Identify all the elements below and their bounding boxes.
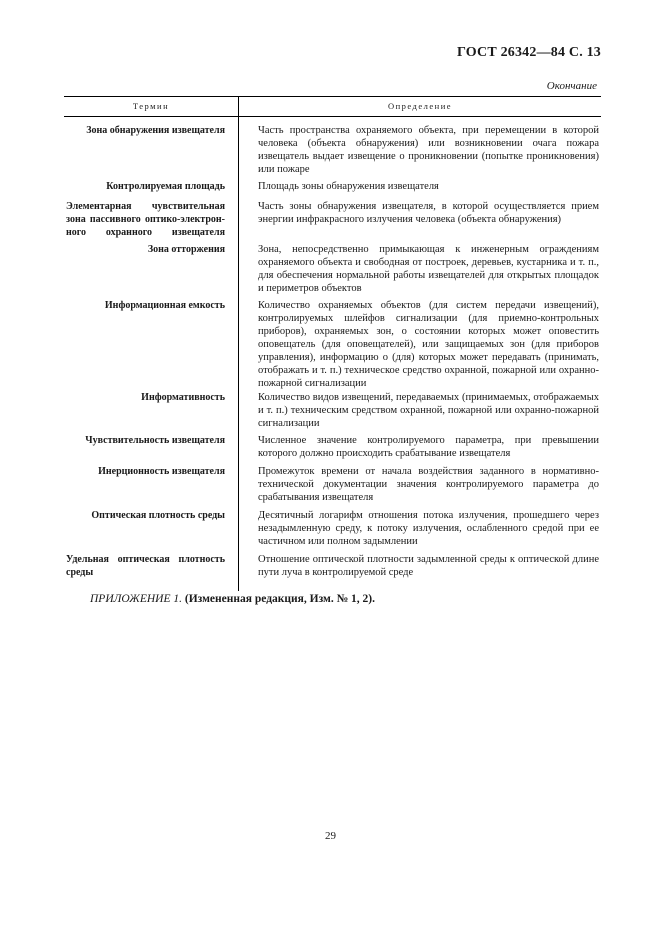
term-cell: Чувствительность извещателя (85, 435, 225, 446)
table-row (64, 391, 601, 430)
definition-cell: Численное значение контролируемого параметра, при превышении которого должно происходить срабатывание извещателя (258, 435, 599, 459)
definition-cell: Часть зоны обнаружения извещателя, в которой осуществляется прием энергии инфракрасного излучения человека (объекта обнаружения) (258, 201, 599, 225)
appendix-revision-note: (Измененная редакция, Изм. № 1, 2). (184, 593, 375, 605)
term-column-header: Термин (132, 101, 170, 111)
term-cell: Зона отторжения (147, 244, 225, 255)
table-header (64, 96, 601, 117)
definition-column-header: Определение (238, 97, 601, 116)
term-cell: Оптическая плотность среды (91, 510, 225, 521)
continuation-label: Окончание (546, 80, 597, 92)
appendix-note (90, 593, 375, 605)
table-row (64, 180, 601, 193)
term-cell: Контролируемая площадь (106, 181, 225, 192)
table-row (64, 243, 601, 295)
definition-cell: Десятичный логарифм отношения потока излучения, прошедшего через незадымленную среду, к потоку излучения, ослабленного средой при ее частичном или полном задымлении (258, 510, 599, 547)
page-number: 29 (325, 830, 336, 842)
term-cell: Удельная оптическая плотность среды (66, 554, 225, 578)
table-row (64, 509, 601, 548)
definition-cell: Количество видов извещений, передаваемых (принимаемых, отображаемых и т. п.) техническим средством охранной, пожарной или охранно-пожарной сигнализации (258, 392, 599, 429)
terms-table (64, 96, 601, 591)
definition-cell: Зона, непосредственно примыкающая к инженерным ограждениям охраняемого объекта и свободная от построек, деревьев, кустарника и т. п., для обеспечения нормальной работы извещателей для открытых площадок и периметров объектов (258, 244, 599, 294)
term-cell: Информационная емкость (104, 300, 225, 311)
table-row (64, 124, 601, 176)
table-row (64, 200, 601, 239)
definition-cell: Промежуток времени от начала воздействия заданного в нормативно-технической документации значения контролируемого параметра до срабатывания извещателя (258, 466, 599, 503)
table-body (64, 117, 601, 591)
term-cell: Зона обнаружения извещателя (86, 125, 225, 136)
definition-cell: Количество охраняемых объектов (для систем передачи извещений), контролируемых шлейфов сигнализации (для приемно-контрольных приборов), охраняемых зон, о состоянии которых может оповестить оповещатель (для оповещателей), или защищаемых зон (для приборов управления), информацию о (для) которых может передавать (принимать, отображать и т. п.) техническое средство охранной, пожарной или охранно-пожарной сигнализации (258, 300, 599, 389)
table-row (64, 434, 601, 460)
table-row (64, 465, 601, 504)
table-row (64, 299, 601, 390)
table-row (64, 553, 601, 579)
definition-cell: Часть пространства охраняемого объекта, при перемещении в которой человека (объекта обнаружения) или возникновении очага пожара извещатель выдает извещение о проникновении (попытке проникновения) или пожаре (258, 125, 599, 175)
definition-cell: Площадь зоны обнаружения извещателя (258, 181, 439, 192)
term-cell: Информативность (141, 392, 225, 403)
term-cell: Элементарная чувствительная зона пассивного оптико-электронного охранного извещателя (66, 201, 225, 238)
appendix-label: ПРИЛОЖЕНИЕ 1. (90, 593, 182, 605)
definition-cell: Отношение оптической плотности задымленной среды к оптической длине пути луча в контролируемой среде (258, 554, 599, 578)
standard-header: ГОСТ 26342—84 С. 13 (457, 45, 601, 60)
term-cell: Инерционность извещателя (98, 466, 225, 477)
